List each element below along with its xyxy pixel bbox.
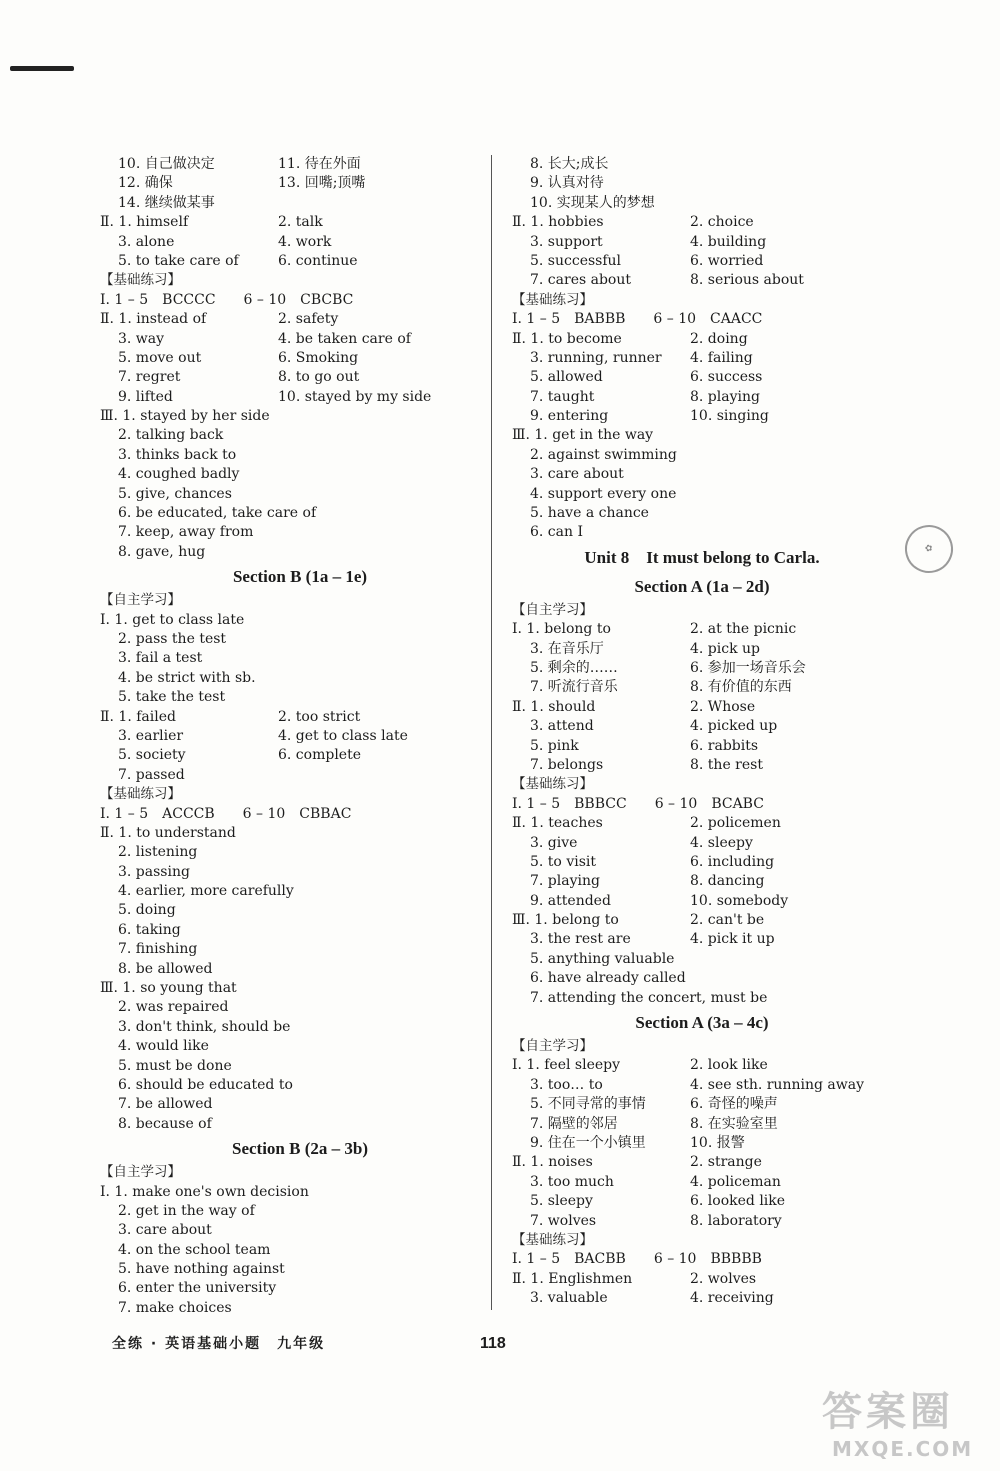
answer-row [512, 620, 892, 639]
answer-text-2: 2. doing [690, 330, 748, 347]
answer-row [100, 882, 480, 901]
exercise-heading [512, 1231, 892, 1250]
answer-row [100, 960, 480, 979]
answer-row [512, 930, 892, 949]
answer-text: 5. must be done [118, 1057, 232, 1074]
answer-row [100, 1221, 480, 1240]
answer-text: 6. can I [530, 524, 583, 541]
page-number: 118 [480, 1335, 506, 1352]
answer-text: 3. attend [530, 718, 594, 735]
answer-row [512, 834, 892, 853]
answer-text: 2. get in the way of [118, 1202, 255, 1219]
answer-text: 3. earlier [118, 727, 184, 744]
answer-text: Ⅰ. 1 – 5 BABBB 6 – 10 CAACC [512, 311, 763, 328]
answer-text: Ⅱ. 1. to become [512, 330, 622, 347]
answer-text: 6. taking [118, 921, 181, 938]
answer-row [100, 213, 480, 232]
answer-row [512, 717, 892, 736]
column-divider [491, 155, 492, 1310]
answer-row [512, 368, 892, 387]
answer-text: Ⅱ. 1. himself [100, 214, 189, 231]
answer-text: 5. move out [118, 349, 202, 366]
answer-text: Ⅲ. 1. so young that [100, 980, 237, 997]
answer-row [100, 940, 480, 959]
answer-text: Ⅰ. 1. get to class late [100, 611, 245, 628]
answer-row [100, 727, 480, 746]
answer-row [512, 795, 892, 814]
answer-row [100, 485, 480, 504]
answer-text: 7. keep, away from [118, 524, 254, 541]
answer-text: Ⅰ. 1 – 5 ACCCB 6 – 10 CBBAC [100, 805, 352, 822]
answer-row [512, 349, 892, 368]
answer-text-2: 4. policeman [690, 1173, 781, 1190]
answer-row [100, 630, 480, 649]
answer-text: 3. care about [530, 466, 624, 483]
answer-row [100, 1037, 480, 1056]
answer-text: 6. enter the university [118, 1280, 277, 1297]
answer-row [512, 174, 892, 193]
answer-text-2: 4. see sth. running away [690, 1076, 864, 1093]
answer-row [100, 523, 480, 542]
answer-text: Section A (3a – 4c) [635, 1013, 769, 1033]
stamp-icon: ✿ [900, 520, 959, 579]
answer-text-2: 6. success [690, 369, 763, 386]
answer-text-2: 4. failing [690, 349, 753, 366]
answer-text-2: 4. work [278, 233, 332, 250]
answer-text: 7. cares about [530, 272, 631, 289]
answer-text: 3. too much [530, 1173, 614, 1190]
answer-text: 5. successful [530, 252, 622, 269]
answer-row [512, 1076, 892, 1095]
answer-row [512, 446, 892, 465]
answer-text: 7. wolves [530, 1212, 597, 1229]
answer-text: 【自主学习】 [512, 601, 593, 618]
answer-text-2: 8. playing [690, 388, 760, 405]
answer-row [512, 1173, 892, 1192]
answer-row [100, 1076, 480, 1095]
answer-text-2: 8. 在实验室里 [690, 1115, 778, 1132]
answer-text: 4. on the school team [118, 1241, 271, 1258]
answer-text: 5. to visit [530, 853, 596, 870]
answer-row [100, 979, 480, 998]
answer-row [100, 1241, 480, 1260]
answer-row [512, 853, 892, 872]
answer-row [100, 843, 480, 862]
answer-text: 5. give, chances [118, 485, 232, 502]
answer-text: 【基础练习】 [100, 786, 181, 803]
section-title [100, 1134, 480, 1163]
answer-text: 5. pink [530, 737, 579, 754]
section-title [100, 562, 480, 591]
answer-text-2: 2. policemen [690, 815, 781, 832]
section-title [512, 572, 892, 601]
answer-text: Ⅰ. 1. make one's own decision [100, 1183, 309, 1200]
answer-text: 5. have nothing against [118, 1261, 285, 1278]
exercise-heading [512, 775, 892, 794]
answer-text: 3. passing [118, 863, 190, 880]
answer-row [100, 1183, 480, 1202]
answer-row [100, 310, 480, 329]
answer-text-2: 6. 参加一场音乐会 [690, 659, 806, 676]
answer-row [512, 485, 892, 504]
answer-row [100, 543, 480, 562]
answer-text: 9. 认真对待 [530, 175, 604, 192]
answer-text-2: 11. 待在外面 [278, 156, 361, 172]
answer-text: 5. 不同寻常的事情 [530, 1096, 646, 1113]
answer-text: 3. valuable [530, 1290, 608, 1307]
answer-text: 5. have a chance [530, 505, 649, 522]
answer-row [100, 708, 480, 727]
answer-text: 7. passed [118, 766, 185, 783]
answer-row [100, 407, 480, 426]
answer-text: Ⅲ. 1. stayed by her side [100, 408, 270, 425]
answer-row [100, 1115, 480, 1134]
answer-row [512, 989, 892, 1008]
answer-text: Ⅰ. 1 – 5 BCCCC 6 – 10 CBCBC [100, 291, 354, 308]
answer-text: 7. be allowed [118, 1096, 213, 1113]
answer-text: 5. to take care of [118, 252, 239, 269]
answer-text: 【自主学习】 [100, 592, 181, 609]
answer-text-2: 13. 回嘴;顶嘴 [278, 175, 366, 192]
answer-text: 8. because of [118, 1115, 212, 1132]
answer-row [512, 1289, 892, 1308]
watermark-logo: 答案圈 [822, 1389, 954, 1435]
answer-text: 4. be strict with sb. [118, 669, 256, 686]
answer-row [100, 1279, 480, 1298]
answer-text-2: 8. the rest [690, 756, 763, 773]
answer-text-2: 8. serious about [690, 272, 804, 289]
answer-row [512, 310, 892, 329]
exercise-heading [512, 601, 892, 620]
answer-text-2: 4. get to class late [278, 727, 408, 744]
answer-text-2: 2. Whose [690, 698, 756, 715]
answer-text-2: 4. picked up [690, 718, 778, 735]
answer-row [512, 388, 892, 407]
left-column [100, 155, 480, 1318]
answer-text-2: 2. can't be [690, 912, 765, 929]
answer-text: 3. the rest are [530, 931, 631, 948]
answer-text: 8. be allowed [118, 960, 213, 977]
answer-text: 7. regret [118, 369, 181, 386]
answer-row [512, 465, 892, 484]
answer-row [100, 291, 480, 310]
answer-row [512, 1095, 892, 1114]
answer-text: 14. 继续做某事 [118, 194, 215, 211]
answer-text: 5. sleepy [530, 1193, 593, 1210]
answer-row [100, 330, 480, 349]
answer-text-2: 4. sleepy [690, 834, 753, 851]
answer-row [100, 805, 480, 824]
answer-row [512, 233, 892, 252]
section-title [512, 543, 892, 572]
answer-text: 【基础练习】 [100, 272, 181, 289]
answer-text: Ⅱ. 1. should [512, 698, 596, 715]
answer-row [512, 969, 892, 988]
answer-text: 【基础练习】 [512, 1231, 593, 1248]
answer-row [100, 649, 480, 668]
answer-text-2: 2. choice [690, 214, 754, 231]
answer-text: 5. anything valuable [530, 950, 675, 967]
answer-row [512, 659, 892, 678]
answer-text-2: 8. laboratory [690, 1212, 782, 1229]
section-title [512, 1008, 892, 1037]
answer-text: 7. make choices [118, 1299, 232, 1316]
exercise-heading [100, 785, 480, 804]
answer-text: Ⅰ. 1. belong to [512, 621, 611, 638]
answer-text: Ⅰ. 1 – 5 BBBCC 6 – 10 BCABC [512, 795, 764, 812]
answer-text-2: 2. look like [690, 1057, 768, 1074]
answer-text: 3. running, runner [530, 349, 662, 366]
answer-text: 3. too… to [530, 1076, 603, 1093]
answer-row [100, 504, 480, 523]
answer-row [100, 998, 480, 1017]
answer-text-2: 4. building [690, 233, 767, 250]
answer-row [512, 155, 892, 174]
answer-text: Section B (2a – 3b) [232, 1139, 368, 1159]
answer-text: 7. playing [530, 873, 600, 890]
answer-row [100, 1057, 480, 1076]
exercise-heading [100, 1163, 480, 1182]
exercise-heading [100, 591, 480, 610]
answer-row [512, 640, 892, 659]
answer-row [512, 911, 892, 930]
answer-text: 3. support [530, 233, 603, 250]
answer-text: 9. entering [530, 408, 609, 425]
answer-row [512, 698, 892, 717]
answer-text: 2. pass the test [118, 630, 227, 647]
answer-text-2: 2. talk [278, 214, 323, 231]
answer-row [512, 1270, 892, 1289]
answer-row [512, 426, 892, 445]
answer-text: 12. 确保 [118, 175, 173, 192]
answer-row [100, 1095, 480, 1114]
answer-row [512, 950, 892, 969]
answer-text: 2. listening [118, 844, 198, 861]
answer-text: 3. way [118, 330, 165, 347]
answer-row [512, 737, 892, 756]
answer-row [100, 901, 480, 920]
answer-text: 5. allowed [530, 369, 603, 386]
answer-text-2: 6. rabbits [690, 737, 759, 754]
answer-text-2: 6. complete [278, 747, 361, 764]
answer-row [512, 271, 892, 290]
answer-text: 7. 隔壁的邻居 [530, 1115, 618, 1132]
answer-text: 7. taught [530, 388, 595, 405]
answer-text: 8. gave, hug [118, 543, 206, 560]
answer-text: 3. don't think, should be [118, 1018, 291, 1035]
answer-row [100, 1260, 480, 1279]
answer-row [100, 446, 480, 465]
answer-text-2: 2. at the picnic [690, 621, 797, 638]
answer-text: 5. doing [118, 902, 176, 919]
right-column [512, 155, 892, 1308]
exercise-heading [512, 1037, 892, 1056]
answer-text: Ⅱ. 1. hobbies [512, 214, 604, 231]
answer-row [100, 669, 480, 688]
answer-row [512, 213, 892, 232]
answer-row [100, 349, 480, 368]
answer-text-2: 4. pick it up [690, 931, 775, 948]
answer-row [512, 1134, 892, 1153]
answer-row [512, 1056, 892, 1075]
answer-text-2: 6. worried [690, 252, 764, 269]
answer-text-2: 10. singing [690, 408, 769, 425]
answer-text-2: 4. receiving [690, 1290, 774, 1307]
answer-text-2: 10. stayed by my side [278, 388, 432, 405]
answer-text: 2. against swimming [530, 446, 677, 463]
answer-text: 9. 住在一个小镇里 [530, 1134, 646, 1151]
answer-row [100, 194, 480, 213]
answer-text: Ⅱ. 1. instead of [100, 311, 207, 328]
answer-row [512, 407, 892, 426]
answer-text: 9. lifted [118, 388, 173, 405]
answer-row [100, 921, 480, 940]
answer-text: Section A (1a – 2d) [634, 576, 770, 596]
answer-text: 【基础练习】 [512, 776, 593, 793]
answer-text-2: 2. safety [278, 311, 339, 328]
answer-row [100, 465, 480, 484]
answer-text: 10. 实现某人的梦想 [530, 194, 655, 211]
exercise-heading [100, 271, 480, 290]
answer-text-2: 2. too strict [278, 708, 361, 725]
answer-row [100, 368, 480, 387]
answer-text: 6. have already called [530, 970, 686, 987]
answer-text-2: 8. 有价值的东西 [690, 679, 792, 696]
answer-row [100, 174, 480, 193]
answer-text: 5. 剩余的…… [530, 659, 618, 676]
answer-text-2: 10. somebody [690, 892, 789, 909]
answer-text: 8. 长大;成长 [530, 156, 609, 172]
answer-row [512, 1212, 892, 1231]
answer-text: 【基础练习】 [512, 291, 593, 308]
book-title-footer: 全练 · 英语基础小题 九年级 [112, 1336, 326, 1352]
answer-row [100, 1018, 480, 1037]
answer-text-2: 6. looked like [690, 1193, 786, 1210]
answer-row [512, 678, 892, 697]
answer-text: 3. care about [118, 1222, 212, 1239]
answer-text: 5. society [118, 747, 186, 764]
answer-text: 2. was repaired [118, 999, 229, 1016]
answer-text: 3. fail a test [118, 650, 203, 667]
answer-text-2: 6. continue [278, 252, 358, 269]
answer-row [100, 252, 480, 271]
answer-row [100, 426, 480, 445]
answer-text: 6. should be educated to [118, 1076, 293, 1093]
answer-text: Unit 8 It must belong to Carla. [584, 547, 820, 567]
answer-text: Ⅱ. 1. noises [512, 1154, 593, 1171]
answer-text: 7. attending the concert, must be [530, 989, 768, 1006]
answer-text: 10. 自己做决定 [118, 156, 215, 172]
answer-text: Ⅰ. 1 – 5 BACBB 6 – 10 BBBBB [512, 1251, 762, 1268]
answer-text: 3. 在音乐厅 [530, 640, 604, 657]
answer-text: 3. give [530, 834, 578, 851]
answer-text: Ⅱ. 1. Englishmen [512, 1270, 633, 1287]
answer-row [100, 1299, 480, 1318]
answer-row [512, 330, 892, 349]
answer-row [100, 863, 480, 882]
answer-text: 9. attended [530, 892, 611, 909]
top-edge-mark [10, 66, 74, 71]
answer-text-2: 8. dancing [690, 873, 765, 890]
answer-text-2: 6. Smoking [278, 349, 359, 366]
answer-text: 3. alone [118, 233, 175, 250]
answer-text: 【自主学习】 [100, 1164, 181, 1181]
answer-text: Section B (1a – 1e) [232, 567, 368, 587]
answer-text-2: 2. wolves [690, 1270, 757, 1287]
answer-text: 6. be educated, take care of [118, 505, 317, 522]
answer-text-2: 8. to go out [278, 369, 360, 386]
answer-text: 7. 听流行音乐 [530, 679, 618, 696]
answer-row [100, 233, 480, 252]
answer-row [100, 155, 480, 174]
answer-text: Ⅱ. 1. to understand [100, 824, 236, 841]
answer-row [512, 756, 892, 775]
answer-text: 4. earlier, more carefully [118, 883, 294, 900]
answer-text: Ⅱ. 1. failed [100, 708, 176, 725]
answer-row [100, 746, 480, 765]
answer-row [512, 1115, 892, 1134]
answer-text-2: 6. including [690, 853, 775, 870]
answer-text: 4. support every one [530, 485, 677, 502]
watermark [822, 1380, 973, 1461]
answer-row [100, 388, 480, 407]
answer-row [512, 892, 892, 911]
answer-text: 4. coughed badly [118, 466, 240, 483]
answer-row [512, 1153, 892, 1172]
answer-text: Ⅱ. 1. teaches [512, 815, 603, 832]
answer-row [100, 766, 480, 785]
answer-row [100, 688, 480, 707]
answer-row [512, 523, 892, 542]
answer-text-2: 2. strange [690, 1154, 762, 1171]
answer-text: 2. talking back [118, 427, 224, 444]
answer-text: Ⅲ. 1. get in the way [512, 427, 654, 444]
answer-row [512, 504, 892, 523]
answer-text: 7. finishing [118, 941, 198, 958]
answer-row [100, 824, 480, 843]
answer-text: 3. thinks back to [118, 446, 237, 463]
answer-text: 【自主学习】 [512, 1038, 593, 1055]
answer-row [512, 1192, 892, 1211]
answer-text-2: 6. 奇怪的噪声 [690, 1096, 778, 1113]
answer-row [512, 872, 892, 891]
exercise-heading [512, 291, 892, 310]
answer-text: 4. would like [118, 1038, 209, 1055]
answer-row [100, 1202, 480, 1221]
answer-row [512, 814, 892, 833]
answer-text-2: 4. be taken care of [278, 330, 411, 347]
answer-row [100, 611, 480, 630]
watermark-url: MXQE.COM [832, 1437, 974, 1461]
answer-text: 7. belongs [530, 756, 604, 773]
answer-text-2: 10. 报警 [690, 1134, 745, 1151]
answer-row [512, 252, 892, 271]
answer-text-2: 4. pick up [690, 640, 760, 657]
answer-row [512, 1250, 892, 1269]
answer-row [512, 194, 892, 213]
answer-text: Ⅲ. 1. belong to [512, 912, 619, 929]
answer-text: Ⅰ. 1. feel sleepy [512, 1057, 621, 1074]
answer-text: 5. take the test [118, 689, 226, 706]
